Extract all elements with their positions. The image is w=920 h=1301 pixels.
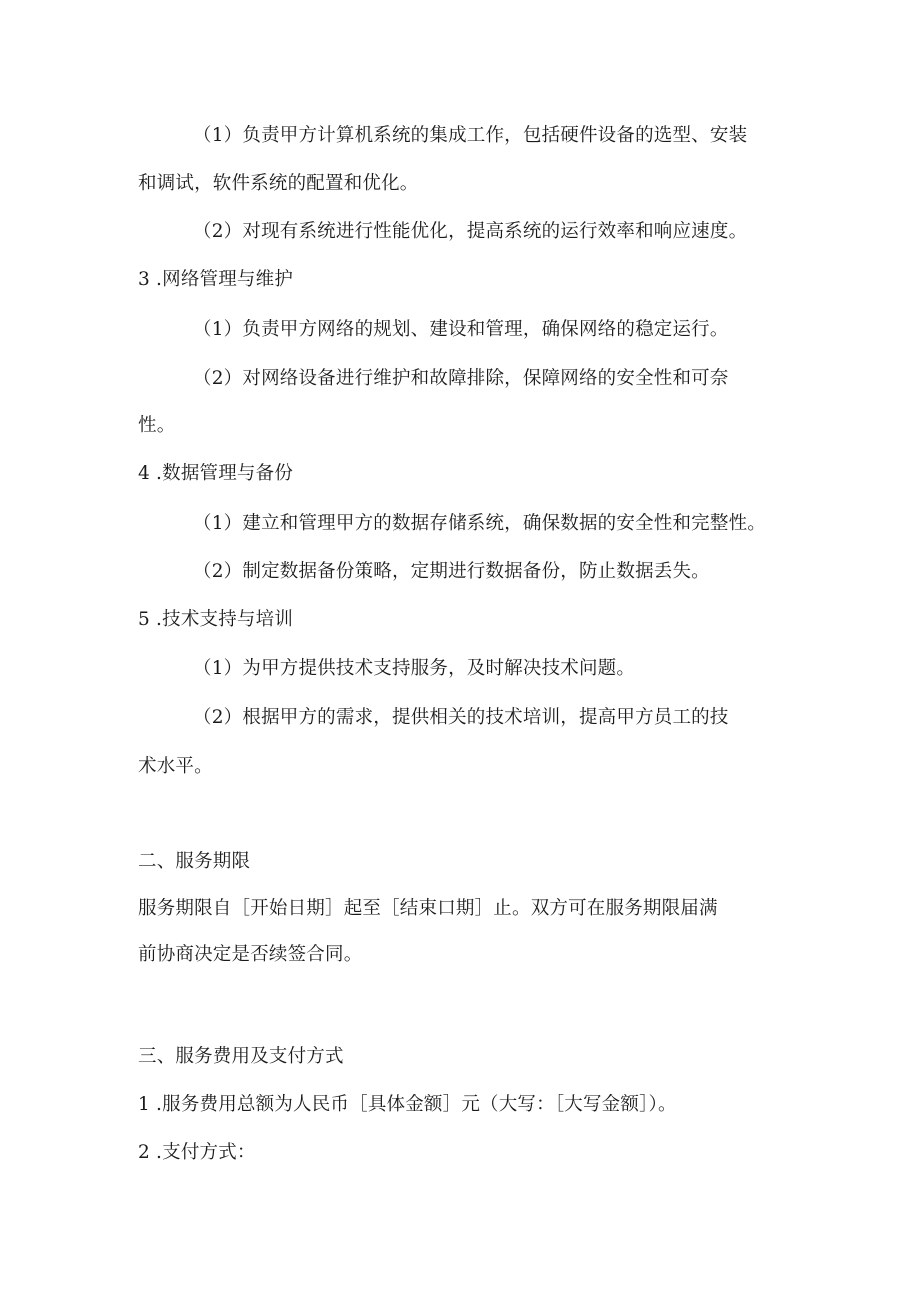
paragraph-line: （1）负责甲方计算机系统的集成工作，包括硬件设备的选型、安装 [193, 125, 748, 146]
paragraph-line: （2）对现有系统进行性能优化，提高系统的运行效率和响应速度。 [193, 221, 748, 242]
paragraph-line: （1）建立和管理甲方的数据存储系统，确保数据的安全性和完整性。 [193, 513, 766, 534]
paragraph-line: 和调试，软件系统的配置和优化。 [138, 173, 419, 194]
paragraph-line: 术水平。 [138, 756, 213, 777]
paragraph-line: （1）负责甲方网络的规划、建设和管理，确保网络的稳定运行。 [193, 319, 729, 340]
section-heading: 4 .数据管理与备份 [138, 463, 294, 484]
paragraph-line: （2）根据甲方的需求，提供相关的技术培训，提高甲方员工的技 [193, 707, 729, 728]
chapter-heading: 二、服务期限 [138, 851, 251, 872]
section-heading: 2 .支付方式： [138, 1142, 256, 1163]
paragraph-line: 性。 [138, 415, 176, 436]
section-heading: 3 .网络管理与维护 [138, 269, 294, 290]
paragraph-line: 1 .服务费用总额为人民币［具体金额］元（大写：［大写金额］）。 [138, 1094, 677, 1115]
paragraph-line: （2）对网络设备进行维护和故障排除，保障网络的安全性和可奈 [193, 368, 729, 389]
section-heading: 5 .技术支持与培训 [138, 609, 294, 630]
paragraph-line: （1）为甲方提供技术支持服务，及时解决技术问题。 [193, 658, 636, 679]
chapter-heading: 三、服务费用及支付方式 [138, 1046, 344, 1067]
paragraph-line: 服务期限自［开始日期］起至［结束口期］止。双方可在服务期限届满 [138, 898, 718, 919]
paragraph-line: （2）制定数据备份策略，定期进行数据备份，防止数据丢失。 [193, 561, 710, 582]
paragraph-line: 前协商决定是否续签合同。 [138, 944, 363, 965]
